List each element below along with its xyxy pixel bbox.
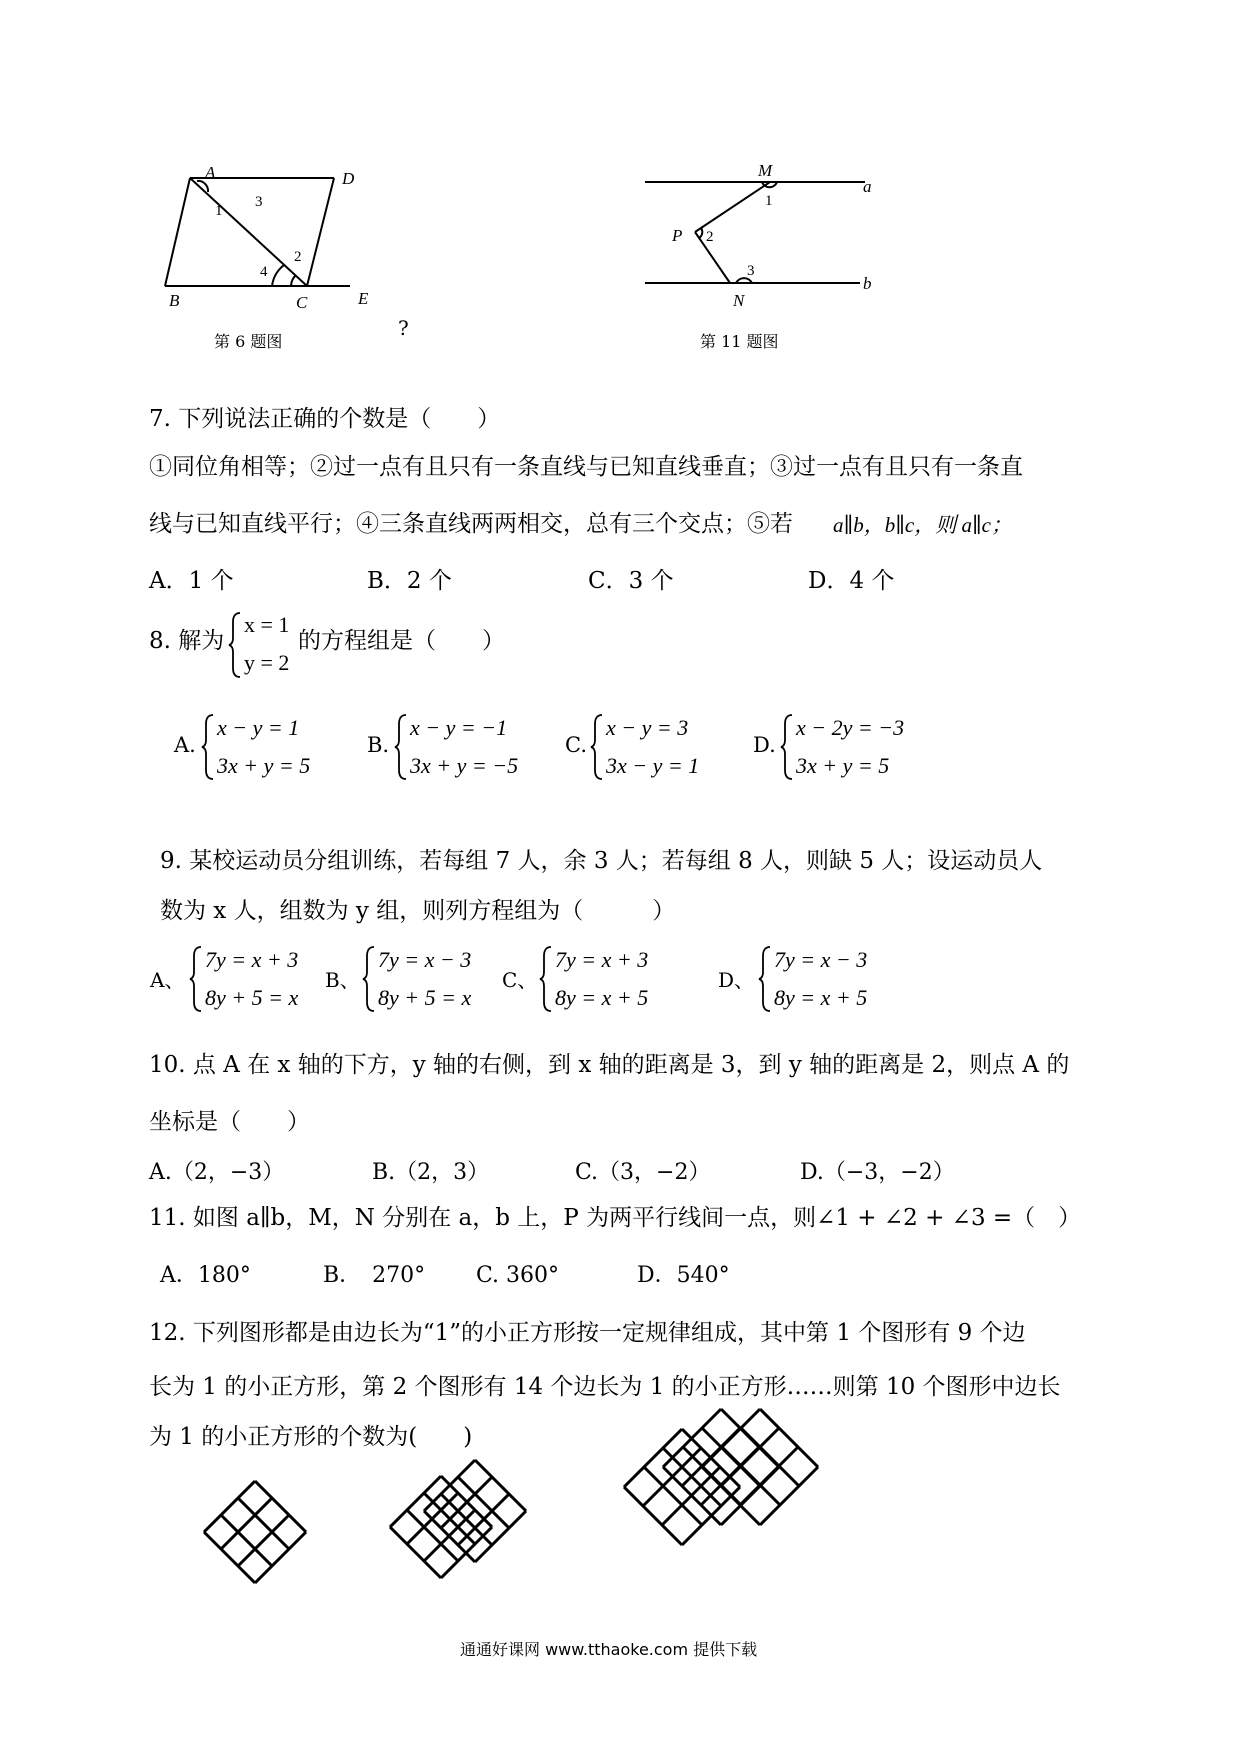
q7-option-a: A．1 个 — [149, 568, 234, 594]
fig6-label-E: E — [358, 289, 369, 308]
q9-option-c-system — [539, 944, 679, 1014]
q8-solution-x: x = 1 — [244, 612, 290, 637]
figure-6 — [0, 0, 600, 351]
fig6-angle-2: 2 — [294, 249, 302, 265]
fig6-angle-1: 1 — [215, 203, 223, 219]
fig6-label-B: B — [169, 291, 180, 310]
q8-option-d-eq-1: x − 2y = −3 — [796, 715, 905, 740]
q12-figure-2 — [386, 1457, 546, 1587]
fig11-label-M: M — [758, 161, 773, 180]
q9-option-d-eq-1: 7y = x − 3 — [774, 947, 868, 972]
q9-option-a-label: A、 — [150, 968, 185, 992]
q8-stem-post: 的方程组是（ ） — [298, 628, 505, 654]
q9-option-c-label: C、 — [502, 968, 538, 992]
q9-option-d-system — [758, 944, 898, 1014]
q9-option-a-eq-2: 8y + 5 = x — [205, 985, 299, 1010]
fig11-label-P: P — [672, 226, 683, 245]
q9-line-1: 9. 某校运动员分组训练，若每组 7 人，余 3 人；若每组 8 人，则缺 5 人；设运动员人 — [160, 848, 1043, 874]
q8-option-a-label: A. — [174, 733, 196, 757]
q9-option-a-eq-1: 7y = x + 3 — [205, 947, 299, 972]
figure-11 — [600, 0, 1240, 351]
q9-option-c-eq-2: 8y = x + 5 — [555, 985, 649, 1010]
q11-option-b: B． 270° — [323, 1263, 426, 1288]
q7-option-c: C．3 个 — [588, 568, 674, 594]
fig11-label-N: N — [733, 291, 745, 310]
q7-line-2-formula: a∥b，b∥c，则 a∥c； — [833, 513, 1012, 537]
fig6-angle-4: 4 — [260, 264, 268, 280]
q9-option-b-eq-1: 7y = x − 3 — [378, 947, 472, 972]
q7-stem: 7. 下列说法正确的个数是（ ） — [149, 406, 501, 432]
page-footer: 通通好课网 www.tthaoke.com 提供下载 — [460, 1640, 758, 1659]
q9-option-d-label: D、 — [718, 968, 755, 992]
fig6-angle-3: 3 — [255, 194, 263, 210]
q11-option-d: D．540° — [637, 1263, 730, 1288]
q12-figure-1 — [200, 1478, 312, 1588]
figure-11-drawing — [600, 0, 1240, 340]
q7-line-1: ①同位角相等；②过一点有且只有一条直线与已知直线垂直；③过一点有且只有一条直 — [149, 454, 1023, 480]
fig11-angle-2: 2 — [706, 229, 714, 245]
q11-stem: 11. 如图 a∥b，M，N 分别在 a，b 上，P 为两平行线间一点，则∠1 + ∠2 + ∠3 =（ ） — [149, 1205, 1082, 1231]
q10-option-d: D.（−3，−2） — [800, 1160, 955, 1185]
q11-option-a: A．180° — [160, 1263, 251, 1288]
fig11-label-b: b — [863, 274, 872, 293]
q7-option-b: B．2 个 — [367, 568, 452, 594]
q9-option-a-system — [189, 944, 329, 1014]
q9-option-b-system — [362, 944, 502, 1014]
q8-option-b-system — [394, 712, 544, 782]
q8-option-c-system — [590, 712, 730, 782]
q8-option-c-eq-1: x − y = 3 — [606, 715, 689, 740]
fig6-label-D: D — [342, 169, 355, 188]
q8-stem-pre: 8. 解为 — [149, 628, 225, 654]
q11-option-c: C. 360° — [476, 1263, 560, 1288]
q9-option-b-eq-2: 8y + 5 = x — [378, 985, 472, 1010]
q7-line-2: 线与已知直线平行；④三条直线两两相交，总有三个交点；⑤若 — [149, 511, 793, 537]
q8-option-d-label: D. — [753, 733, 776, 757]
q7-option-d: D．4 个 — [808, 568, 895, 594]
q9-option-c-eq-1: 7y = x + 3 — [555, 947, 649, 972]
figure-6-drawing — [0, 0, 600, 340]
q9-option-d-eq-2: 8y = x + 5 — [774, 985, 868, 1010]
q8-option-a-eq-1: x − y = 1 — [217, 715, 300, 740]
q12-line-1: 12. 下列图形都是由边长为“1”的小正方形按一定规律组成，其中第 1 个图形有 9 个边 — [149, 1320, 1026, 1346]
q8-option-c-label: C. — [565, 733, 587, 757]
q8-solution-y: y = 2 — [244, 650, 290, 675]
q12-line-3: 为 1 的小正方形的个数为( ) — [149, 1424, 473, 1450]
fig11-caption: 第 11 题图 — [700, 332, 779, 351]
q10-option-a: A.（2，−3） — [149, 1160, 285, 1185]
fig11-angle-3: 3 — [747, 263, 755, 279]
q10-option-c: C.（3，−2） — [575, 1160, 711, 1185]
q8-option-d-system — [780, 712, 930, 782]
fig6-label-C: C — [296, 293, 308, 312]
q8-option-b-label: B. — [367, 733, 390, 757]
q10-line-1: 10. 点 A 在 x 轴的下方，y 轴的右侧，到 x 轴的距离是 3，到 y 轴的距离是 2，则点 A 的 — [149, 1052, 1070, 1078]
q8-option-b-eq-2: 3x + y = −5 — [410, 753, 519, 778]
q9-option-b-label: B、 — [325, 968, 360, 992]
fig6-caption: 第 6 题图 — [214, 332, 283, 351]
q12-figure-3 — [620, 1406, 840, 1556]
q8-option-a-eq-2: 3x + y = 5 — [217, 753, 311, 778]
q8-option-d-eq-2: 3x + y = 5 — [796, 753, 890, 778]
q10-line-2: 坐标是（ ） — [149, 1109, 310, 1135]
fig6-label-A: A — [205, 163, 216, 182]
q12-line-2: 长为 1 的小正方形，第 2 个图形有 14 个边长为 1 的小正方形……则第 10 个图形中边长 — [149, 1374, 1061, 1400]
q9-line-2: 数为 x 人，组数为 y 组，则列方程组为（ ） — [160, 898, 676, 924]
q8-solution-system — [228, 610, 308, 680]
fig6-question-mark: ? — [398, 316, 409, 340]
q8-option-c-eq-2: 3x − y = 1 — [606, 753, 700, 778]
fig11-angle-1: 1 — [765, 193, 773, 209]
fig11-label-a: a — [863, 177, 872, 196]
q10-option-b: B.（2，3） — [372, 1160, 490, 1185]
q8-option-b-eq-1: x − y = −1 — [410, 715, 508, 740]
q8-option-a-system — [201, 712, 341, 782]
